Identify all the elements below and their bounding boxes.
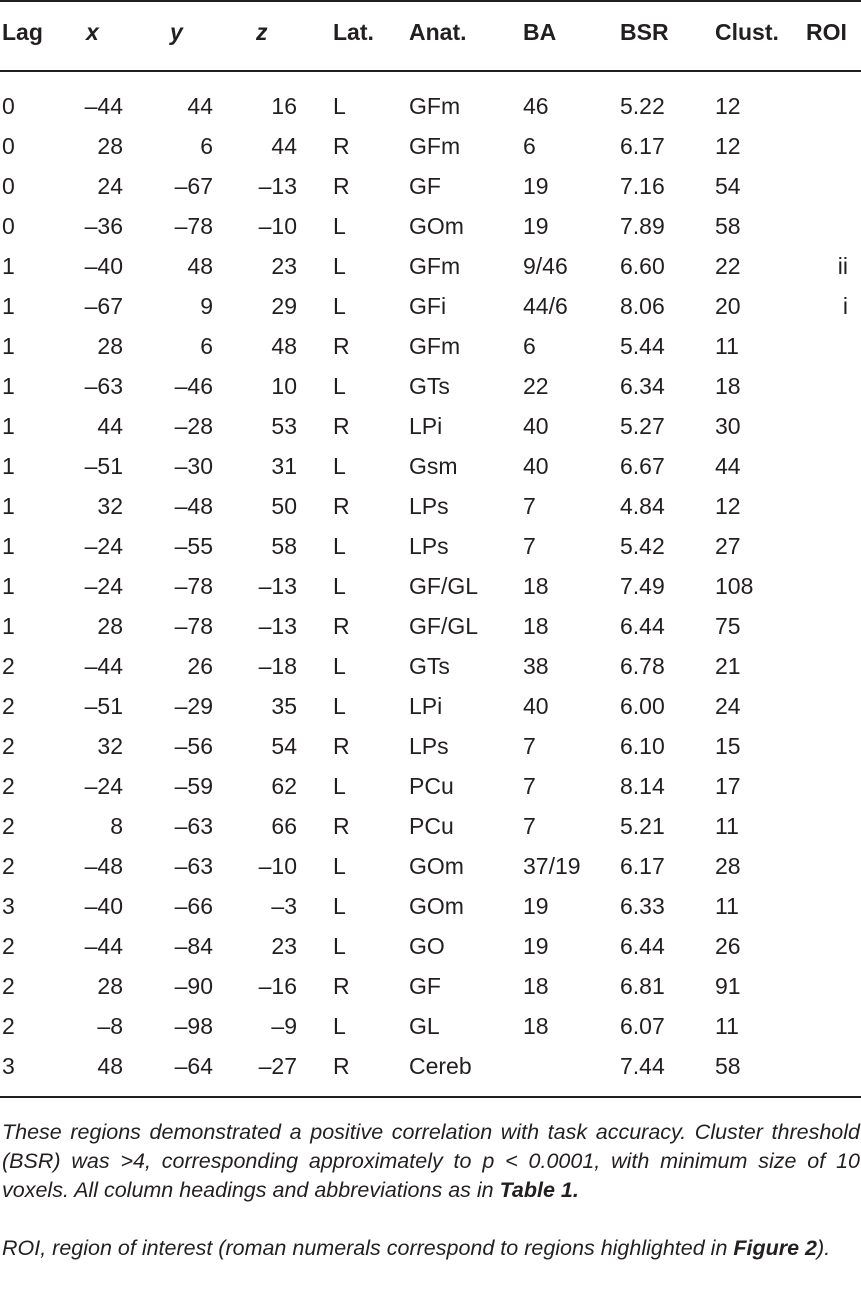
- cell-lat: L: [333, 573, 346, 599]
- table-row: [0, 86, 861, 126]
- cell-clust: 17: [715, 773, 741, 799]
- cell-lag: 0: [2, 93, 15, 119]
- cell-x: –36: [84, 213, 123, 239]
- cell-x: –44: [84, 93, 123, 119]
- table-row: [0, 166, 861, 206]
- cell-ba: 7: [523, 533, 536, 559]
- cell-ba: 18: [523, 973, 549, 999]
- cell-y: –63: [174, 853, 213, 879]
- cell-lat: R: [333, 613, 350, 639]
- cell-z: –9: [271, 1013, 297, 1039]
- cell-clust: 24: [715, 693, 741, 719]
- footnote-roi-end: ).: [817, 1236, 831, 1260]
- cell-y: –90: [174, 973, 213, 999]
- cell-bsr: 7.49: [620, 573, 665, 599]
- cell-x: 28: [97, 613, 123, 639]
- cell-y: –67: [174, 173, 213, 199]
- cell-y: –59: [174, 773, 213, 799]
- header-lag: Lag: [2, 19, 43, 45]
- cell-anat: LPi: [409, 693, 443, 719]
- cell-bsr: 5.22: [620, 93, 665, 119]
- cell-lag: 0: [2, 133, 15, 159]
- cell-bsr: 6.33: [620, 893, 665, 919]
- cell-x: 28: [97, 973, 123, 999]
- header-lat: Lat.: [333, 19, 374, 45]
- cell-y: –55: [174, 533, 213, 559]
- cell-clust: 30: [715, 413, 741, 439]
- cell-z: 29: [271, 293, 297, 319]
- cell-bsr: 6.07: [620, 1013, 665, 1039]
- table-row: [0, 846, 861, 886]
- cell-bsr: 6.34: [620, 373, 665, 399]
- cell-clust: 27: [715, 533, 741, 559]
- header-ba: BA: [523, 19, 557, 45]
- cell-clust: 26: [715, 933, 741, 959]
- cell-ba: 19: [523, 933, 549, 959]
- cell-lag: 1: [2, 333, 15, 359]
- table-row: [0, 246, 861, 286]
- cell-anat: LPi: [409, 413, 443, 439]
- cell-z: 53: [271, 413, 297, 439]
- cell-clust: 21: [715, 653, 741, 679]
- cell-x: 48: [97, 1053, 123, 1079]
- cell-lat: L: [333, 933, 346, 959]
- footnote-text: These regions demonstrated a positive correlation with task accuracy. Cluster threshold (BSR) was >4, corresponding approximately to p < 0.0001, with minimum size of 10 voxels. All column headings and abbreviations as in: [2, 1120, 860, 1202]
- cell-y: 44: [187, 93, 213, 119]
- cell-lag: 2: [2, 1013, 15, 1039]
- cell-clust: 91: [715, 973, 741, 999]
- cell-y: –56: [174, 733, 213, 759]
- cell-lat: R: [333, 1053, 350, 1079]
- cell-lag: 2: [2, 773, 15, 799]
- cell-bsr: 6.44: [620, 613, 665, 639]
- cell-clust: 28: [715, 853, 741, 879]
- table-row: [0, 566, 861, 606]
- cell-anat: LPs: [409, 533, 449, 559]
- cell-clust: 54: [715, 173, 741, 199]
- cell-bsr: 6.17: [620, 133, 665, 159]
- cell-lag: 1: [2, 613, 15, 639]
- cell-lat: R: [333, 133, 350, 159]
- table-row: [0, 1046, 861, 1086]
- cell-lag: 0: [2, 213, 15, 239]
- cell-y: –78: [174, 573, 213, 599]
- header-rule: [0, 70, 861, 72]
- cell-z: –16: [258, 973, 297, 999]
- cell-roi: [790, 526, 848, 566]
- cell-lat: R: [333, 333, 350, 359]
- table-row: [0, 446, 861, 486]
- footnote-roi-text: ROI, region of interest (roman numerals correspond to regions highlighted in: [2, 1236, 734, 1260]
- footnote-table-ref: Table 1.: [499, 1178, 579, 1202]
- cell-z: 44: [271, 133, 297, 159]
- cell-y: 6: [200, 333, 213, 359]
- cell-anat: PCu: [409, 773, 454, 799]
- cell-lag: 2: [2, 813, 15, 839]
- cell-lag: 1: [2, 373, 15, 399]
- cell-clust: 15: [715, 733, 741, 759]
- cell-lat: L: [333, 1013, 346, 1039]
- cell-clust: 75: [715, 613, 741, 639]
- cell-roi: [790, 366, 848, 406]
- table-row: [0, 926, 861, 966]
- cell-anat: GOm: [409, 853, 464, 879]
- table-row: [0, 486, 861, 526]
- cell-z: –27: [258, 1053, 297, 1079]
- cell-ba: 7: [523, 773, 536, 799]
- header-z: z: [256, 19, 268, 45]
- cell-anat: GF/GL: [409, 613, 479, 639]
- cell-bsr: 6.44: [620, 933, 665, 959]
- cell-y: –78: [174, 213, 213, 239]
- cell-lat: L: [333, 773, 346, 799]
- cell-bsr: 6.81: [620, 973, 665, 999]
- cell-x: –24: [84, 573, 123, 599]
- table-row: [0, 646, 861, 686]
- cell-ba: 40: [523, 693, 549, 719]
- cell-anat: GFm: [409, 93, 461, 119]
- cell-clust: 44: [715, 453, 741, 479]
- cell-lag: 3: [2, 893, 15, 919]
- table-row: [0, 806, 861, 846]
- table-row: [0, 326, 861, 366]
- cell-ba: 40: [523, 413, 549, 439]
- cell-ba: 9/46: [523, 253, 568, 279]
- table-row: [0, 686, 861, 726]
- cell-lag: 1: [2, 573, 15, 599]
- cell-clust: 12: [715, 493, 741, 519]
- table-footnote: [2, 1118, 860, 1205]
- bottom-rule: [0, 1096, 861, 1098]
- cell-bsr: 5.27: [620, 413, 665, 439]
- cell-bsr: 6.17: [620, 853, 665, 879]
- cell-lat: R: [333, 973, 350, 999]
- cell-clust: 11: [715, 1013, 739, 1039]
- cell-z: –13: [258, 613, 297, 639]
- cell-roi: [790, 1046, 848, 1086]
- cell-ba: 6: [523, 133, 536, 159]
- cell-anat: GFm: [409, 333, 461, 359]
- cell-ba: 19: [523, 893, 549, 919]
- cell-lat: L: [333, 253, 346, 279]
- cell-ba: 6: [523, 333, 536, 359]
- cell-ba: 22: [523, 373, 549, 399]
- cell-x: –44: [84, 653, 123, 679]
- cell-ba: 19: [523, 213, 549, 239]
- cell-roi: [790, 86, 848, 126]
- cell-roi: [790, 806, 848, 846]
- cell-lat: L: [333, 853, 346, 879]
- cell-anat: GFi: [409, 293, 447, 319]
- cell-x: –24: [84, 773, 123, 799]
- cell-z: 48: [271, 333, 297, 359]
- cell-clust: 20: [715, 293, 741, 319]
- cell-ba: 37/19: [523, 853, 581, 879]
- cell-anat: GTs: [409, 653, 450, 679]
- cell-x: 32: [97, 733, 123, 759]
- cell-lag: 1: [2, 413, 15, 439]
- table-row: [0, 406, 861, 446]
- cell-ba: 38: [523, 653, 549, 679]
- cell-clust: 11: [715, 813, 739, 839]
- cell-roi: [790, 166, 848, 206]
- cell-lag: 3: [2, 1053, 15, 1079]
- header-x: x: [86, 19, 99, 45]
- cell-lat: L: [333, 373, 346, 399]
- cell-y: –66: [174, 893, 213, 919]
- cell-ba: 46: [523, 93, 549, 119]
- cell-lat: R: [333, 493, 350, 519]
- cell-x: –51: [84, 453, 123, 479]
- cell-roi: [790, 1006, 848, 1046]
- cell-anat: LPs: [409, 733, 449, 759]
- cell-x: –8: [97, 1013, 123, 1039]
- cell-y: –29: [174, 693, 213, 719]
- cell-bsr: 5.21: [620, 813, 665, 839]
- cell-x: 44: [97, 413, 123, 439]
- cell-bsr: 6.78: [620, 653, 665, 679]
- cell-bsr: 7.44: [620, 1053, 665, 1079]
- cell-bsr: 6.60: [620, 253, 665, 279]
- cell-ba: 18: [523, 1013, 549, 1039]
- cell-clust: 58: [715, 213, 741, 239]
- header-anat: Anat.: [409, 19, 467, 45]
- table-row: [0, 766, 861, 806]
- cell-ba: 19: [523, 173, 549, 199]
- cell-anat: GFm: [409, 253, 461, 279]
- table-row: [0, 526, 861, 566]
- cell-y: –98: [174, 1013, 213, 1039]
- cell-roi: [790, 766, 848, 806]
- table-row: [0, 726, 861, 766]
- cell-y: –78: [174, 613, 213, 639]
- cell-z: 16: [271, 93, 297, 119]
- cell-x: 28: [97, 333, 123, 359]
- header-roi: ROI: [806, 19, 847, 45]
- cell-lat: L: [333, 533, 346, 559]
- cell-anat: GL: [409, 1013, 440, 1039]
- cell-clust: 18: [715, 373, 741, 399]
- cell-x: –63: [84, 373, 123, 399]
- cell-y: 26: [187, 653, 213, 679]
- cell-ba: 40: [523, 453, 549, 479]
- cell-roi: [790, 846, 848, 886]
- cell-lat: L: [333, 213, 346, 239]
- cell-roi: [790, 926, 848, 966]
- cell-lag: 0: [2, 173, 15, 199]
- cell-anat: PCu: [409, 813, 454, 839]
- cell-y: –30: [174, 453, 213, 479]
- cell-z: 58: [271, 533, 297, 559]
- cell-roi: [790, 966, 848, 1006]
- cell-lag: 2: [2, 853, 15, 879]
- cell-z: 10: [271, 373, 297, 399]
- cell-z: 62: [271, 773, 297, 799]
- cell-lat: R: [333, 813, 350, 839]
- table-row: [0, 286, 861, 326]
- cell-z: 54: [271, 733, 297, 759]
- cell-bsr: 5.44: [620, 333, 665, 359]
- cell-bsr: 5.42: [620, 533, 665, 559]
- cell-anat: GF/GL: [409, 573, 479, 599]
- cell-z: 50: [271, 493, 297, 519]
- cell-lat: L: [333, 693, 346, 719]
- cell-roi: [790, 406, 848, 446]
- cell-ba: 7: [523, 733, 536, 759]
- cell-lag: 1: [2, 533, 15, 559]
- cell-anat: Gsm: [409, 453, 458, 479]
- cell-roi: [790, 646, 848, 686]
- cell-z: 66: [271, 813, 297, 839]
- cell-anat: LPs: [409, 493, 449, 519]
- cell-roi: [790, 726, 848, 766]
- cell-anat: GOm: [409, 213, 464, 239]
- cell-z: –13: [258, 173, 297, 199]
- cell-y: –28: [174, 413, 213, 439]
- cell-roi: [790, 886, 848, 926]
- footnote-figure-ref: Figure 2: [733, 1236, 818, 1260]
- cell-y: –48: [174, 493, 213, 519]
- cell-x: –44: [84, 933, 123, 959]
- cell-lag: 2: [2, 933, 15, 959]
- cell-ba: 7: [523, 493, 536, 519]
- cell-y: 9: [200, 293, 213, 319]
- cell-lat: L: [333, 653, 346, 679]
- cell-bsr: 4.84: [620, 493, 665, 519]
- cell-roi: [790, 606, 848, 646]
- header-clust: Clust.: [715, 19, 779, 45]
- cell-ba: [523, 1046, 603, 1086]
- cell-anat: GF: [409, 973, 441, 999]
- cell-z: –3: [271, 893, 297, 919]
- cell-roi: [790, 566, 848, 606]
- cell-lag: 2: [2, 733, 15, 759]
- cell-clust: 108: [715, 573, 754, 599]
- cell-z: –18: [258, 653, 297, 679]
- table-row: [0, 886, 861, 926]
- cell-anat: GOm: [409, 893, 464, 919]
- cell-z: 23: [271, 253, 297, 279]
- cell-lag: 2: [2, 973, 15, 999]
- cell-anat: GTs: [409, 373, 450, 399]
- cell-roi: [790, 326, 848, 366]
- cell-lat: R: [333, 173, 350, 199]
- cell-clust: 12: [715, 133, 741, 159]
- cell-y: –84: [174, 933, 213, 959]
- cell-z: 35: [271, 693, 297, 719]
- cell-x: –40: [84, 893, 123, 919]
- cell-ba: 18: [523, 573, 549, 599]
- cell-y: –64: [174, 1053, 213, 1079]
- cell-y: –63: [174, 813, 213, 839]
- cell-lat: L: [333, 293, 346, 319]
- cell-lag: 1: [2, 293, 15, 319]
- cell-lat: L: [333, 93, 346, 119]
- table-row: [0, 1006, 861, 1046]
- cell-clust: 58: [715, 1053, 741, 1079]
- cell-roi: i: [842, 293, 848, 319]
- cell-bsr: 7.89: [620, 213, 665, 239]
- cell-clust: 11: [715, 893, 739, 919]
- cell-roi: [790, 206, 848, 246]
- cell-lat: L: [333, 453, 346, 479]
- cell-x: –51: [84, 693, 123, 719]
- cell-ba: 7: [523, 813, 536, 839]
- cell-roi: [790, 486, 848, 526]
- cell-lat: L: [333, 893, 346, 919]
- cell-lag: 1: [2, 253, 15, 279]
- cell-z: –10: [258, 853, 297, 879]
- table-header-row: [0, 12, 861, 52]
- table-row: [0, 206, 861, 246]
- cell-bsr: 6.10: [620, 733, 665, 759]
- cell-x: –48: [84, 853, 123, 879]
- cell-x: –40: [84, 253, 123, 279]
- cell-lag: 2: [2, 653, 15, 679]
- cell-x: 8: [110, 813, 123, 839]
- top-rule: [0, 0, 861, 2]
- cell-clust: 11: [715, 333, 739, 359]
- cell-ba: 18: [523, 613, 549, 639]
- cell-z: –10: [258, 213, 297, 239]
- cell-z: 23: [271, 933, 297, 959]
- table-row: [0, 966, 861, 1006]
- cell-clust: 12: [715, 93, 741, 119]
- cell-x: –67: [84, 293, 123, 319]
- cell-anat: GFm: [409, 133, 461, 159]
- header-bsr: BSR: [620, 19, 669, 45]
- cell-bsr: 8.06: [620, 293, 665, 319]
- table-footnote-roi: [2, 1234, 860, 1263]
- table-row: [0, 366, 861, 406]
- cell-bsr: 6.00: [620, 693, 665, 719]
- cell-lag: 1: [2, 453, 15, 479]
- cell-z: –13: [258, 573, 297, 599]
- cell-anat: Cereb: [409, 1053, 472, 1079]
- cell-bsr: 8.14: [620, 773, 665, 799]
- cell-z: 31: [271, 453, 297, 479]
- cell-roi: [790, 446, 848, 486]
- cell-y: –46: [174, 373, 213, 399]
- table-row: [0, 126, 861, 166]
- cell-x: 32: [97, 493, 123, 519]
- cell-roi: ii: [837, 253, 848, 279]
- table-row: [0, 606, 861, 646]
- cell-y: 48: [187, 253, 213, 279]
- cell-x: 24: [97, 173, 123, 199]
- cell-roi: [790, 686, 848, 726]
- cell-anat: GF: [409, 173, 441, 199]
- cell-lat: R: [333, 413, 350, 439]
- cell-lag: 1: [2, 493, 15, 519]
- cell-bsr: 7.16: [620, 173, 665, 199]
- header-y: y: [170, 19, 183, 45]
- cell-x: 28: [97, 133, 123, 159]
- cell-roi: [790, 126, 848, 166]
- cell-ba: 44/6: [523, 293, 568, 319]
- cell-lag: 2: [2, 693, 15, 719]
- cell-anat: GO: [409, 933, 445, 959]
- cell-clust: 22: [715, 253, 741, 279]
- cell-bsr: 6.67: [620, 453, 665, 479]
- cell-lat: R: [333, 733, 350, 759]
- cell-x: –24: [84, 533, 123, 559]
- cell-y: 6: [200, 133, 213, 159]
